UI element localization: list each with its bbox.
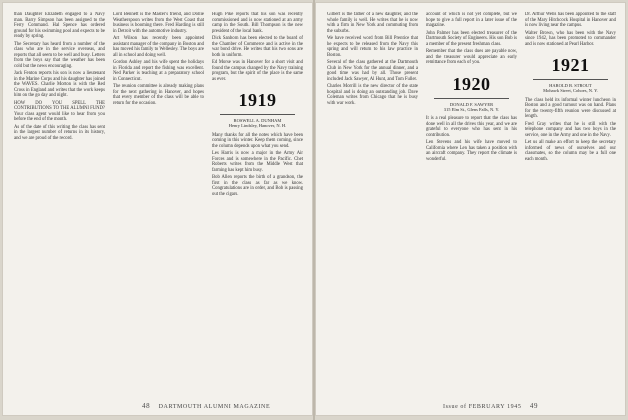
paragraph: Bob Allen reports the birth of a grandson, the first in the class as far as we know. Congratulations are in order, and Bob is passing out the cigars. — [212, 175, 303, 197]
paragraph: Gordon Ashley and his wife spent the holidays in Florida and report the fishing was excellent. Ned Parker is teaching at a preparatory school in Connecticut. — [113, 60, 204, 82]
paragraph: account of which is not yet complete, but we hope to give a full report in a later issue of the magazine. — [426, 12, 517, 28]
running-footer: DARTMOUTH ALUMNI MAGAZINE — [158, 404, 271, 410]
right-column-3 — [525, 12, 616, 394]
paragraph: Remember that the class dues are payable now, and the treasurer would appreciate an early remittance from each of you. — [426, 49, 517, 65]
paragraph: Hugh Pike reports that his son was recently commissioned and is now stationed at an army camp in the South. Bill Thompson is the new president of the local bank. — [212, 12, 303, 34]
paragraph: Art Wilson has recently been appointed assistant manager of the company in Boston and has moved his family to Wellesley. The boys are all in school and doing well. — [113, 36, 204, 58]
paragraph: Dick Sanborn has been elected to the board of the Chamber of Commerce and is active in the war bond drive. He writes that his two sons are both in uniform. — [212, 36, 303, 58]
divider — [434, 98, 509, 99]
class-secretary — [212, 118, 303, 129]
left-column-3 — [212, 12, 303, 394]
divider — [533, 79, 608, 80]
left-column-2 — [113, 12, 204, 394]
secretary-address: Henry Lindsley, Hanover, N. H. — [228, 123, 287, 129]
paragraph: Ed Morse was in Hanover for a short visit and found the campus changed by the Navy training program, but the spirit of the place is the same as ever. — [212, 60, 303, 82]
paragraph: Lord Bennett is the Master's friend, and Dollie Weatherspoon writes from the West Coast that business is booming there. Fred Harding is still in Detroit with the automotive industry. — [113, 12, 204, 34]
paragraph: Charles Morrill is the new director of the state hospital and is doing an outstanding job. Dave Coleman writes from Chicago that he is busy with war work. — [327, 84, 418, 106]
paragraph: than Daughter Elizabeth engaged to a Navy man. Barry Simpson has been assigned to the Ferry Command. Hal Spence has ordered ground for his swimming pool and expects to be ready by spring. — [14, 12, 105, 39]
paragraph: Dr. Arthur Wells has been appointed to the staff of the Mary Hitchcock Hospital in Hanover and is now living near the campus. — [525, 12, 616, 28]
left-page-footer — [142, 402, 270, 410]
right-page — [315, 2, 626, 416]
paragraph: Les Harris is now a major in the Army Air Forces and is somewhere in the Pacific. Chet Roberts writes from the Middle West that farming has kept him busy. — [212, 151, 303, 173]
left-column-1 — [14, 12, 105, 394]
secretary-name: ROSWELL A. DUNHAM — [233, 118, 282, 123]
paragraph: Len Stevens and his wife have moved to California where Len has taken a position with an aircraft company. They report the climate is wonderful. — [426, 140, 517, 162]
paragraph: Let us all make an effort to keep the secretary informed of news of ourselves and our classmates, so the column may be a full one each month. — [525, 140, 616, 162]
paragraph: Gilbert is the father of a new daughter, and the whole family is well. He writes that he is now with a firm in New York and commuting from the suburbs. — [327, 12, 418, 34]
paragraph: We have received word from Bill Prentice that he expects to be released from the Navy this spring and will return to his law practice in Boston. — [327, 36, 418, 58]
paragraph: Walter Brown, who has been with the Navy since 1942, has been promoted to commander and is now stationed at Pearl Harbor. — [525, 30, 616, 47]
paragraph: As of the date of this writing the class has sent in the largest number of returns in its history, and we are proud of the record. — [14, 124, 105, 141]
class-secretary — [426, 102, 517, 113]
secretary-name: DONALD F. SAWYER — [449, 101, 494, 107]
paragraph: Many thanks for all the notes which have been coming in this winter. Keep them coming, since the column depends upon what you send. — [212, 132, 303, 149]
paragraph: The reunion committee is already making plans for the next gathering in Hanover, and hopes that every member of the class will be able to return for the occasion. — [113, 84, 204, 106]
paragraph: The class held its informal winter luncheon in Boston and a good turnout was on hand. Plans for the twenty-fifth reunion were discussed at length. — [525, 97, 616, 120]
secretary-name: HAROLD B. STROUT — [549, 83, 592, 88]
right-column-1 — [327, 12, 418, 394]
page-number: 49 — [529, 402, 539, 410]
class-year-heading: 1920 — [452, 73, 491, 94]
left-page — [2, 2, 313, 416]
paragraph: Fred Gray writes that he is still with the telephone company and has two boys in the service, one in the Army and one in the Navy. — [525, 121, 616, 138]
right-page-footer — [443, 402, 538, 410]
paragraph: John Palmer has been elected treasurer of the Dartmouth Society of Engineers. His son Bob is a member of the present freshman class. — [426, 30, 517, 47]
secretary-address: Mohawk Street, Cohoes, N. Y. — [543, 88, 598, 94]
secretary-address: 315 Elm St., Glens Falls, N. Y. — [443, 106, 500, 112]
class-year-heading: 1921 — [551, 55, 590, 75]
paragraph: HOW DO YOU SPELL THE CONTRIBUTIONS TO THE ALUMNI FUND? Your class agent would like to hear from you before the end of the month. — [14, 100, 105, 122]
divider — [220, 114, 295, 115]
running-footer: Issue of FEBRUARY 1945 — [443, 404, 522, 410]
right-column-2 — [426, 12, 517, 394]
class-secretary — [525, 83, 616, 94]
paragraph: Several of the class gathered at the Dartmouth Club in New York for the annual dinner, and a good time was had by all. Those present included Jack Sawyer, Al Hunt, and Tom Fuller. — [327, 60, 418, 82]
class-year-heading: 1919 — [238, 90, 277, 110]
page-number: 48 — [142, 402, 151, 410]
paragraph: The Secretary has heard from a number of the class who are in the service overseas, and reports that all seem to be well and busy. Letters from the boys say that the weather has been cold but the news encouraging. — [14, 41, 105, 69]
paragraph: Jack Fenton reports his son is now a lieutenant in the Marine Corps and his daughter has joined the WAVES. Charlie Morton is with the Red Cross in England and writes that the work keeps him on the go day and night. — [14, 71, 105, 98]
paragraph: It is a real pleasure to report that the class has done well in all the drives this year, and we are grateful to everyone who has sent in his contribution. — [426, 116, 517, 138]
